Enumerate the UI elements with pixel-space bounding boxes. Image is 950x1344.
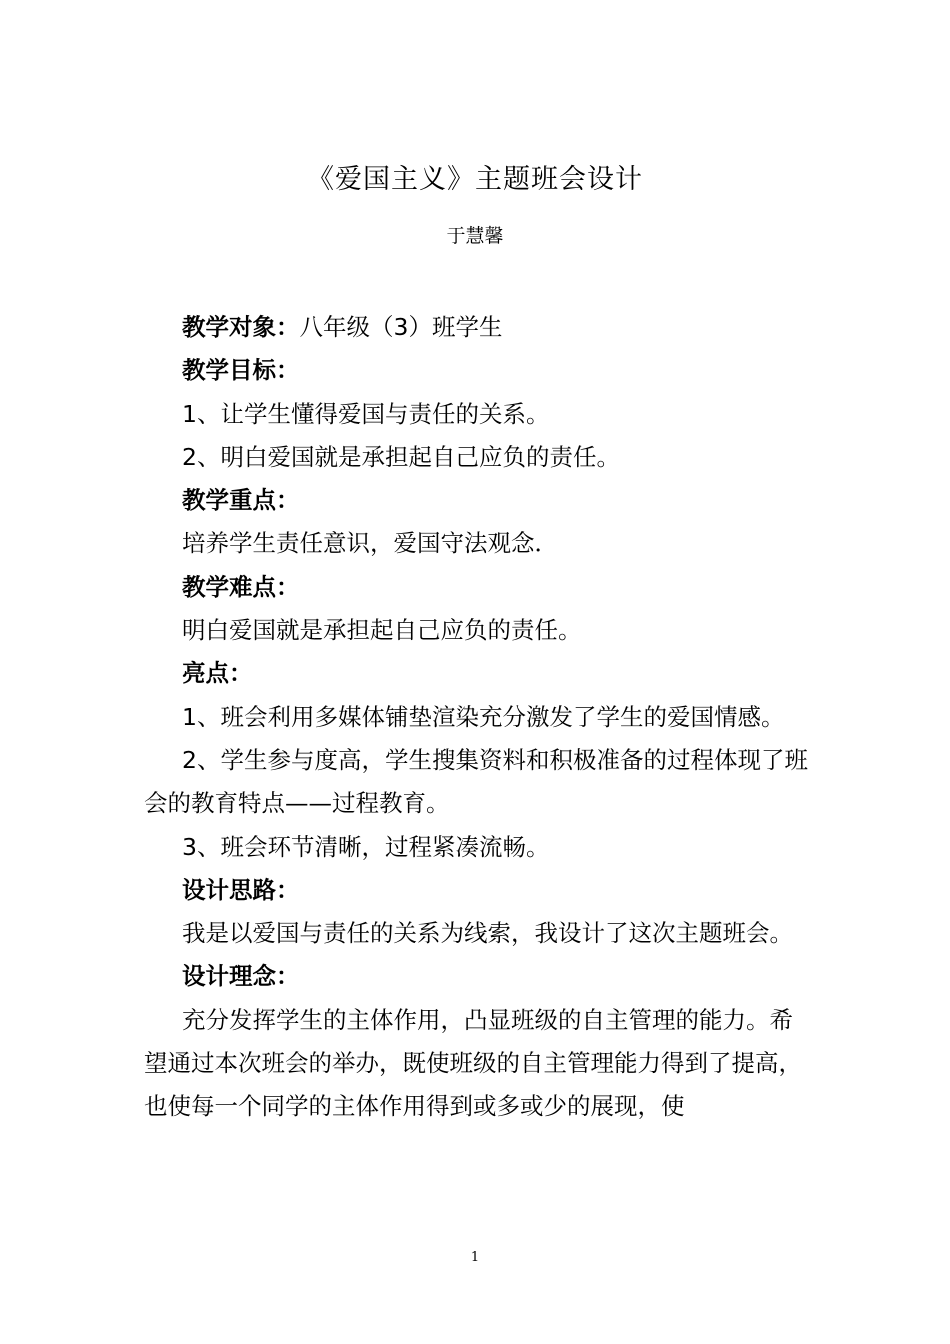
difficulty-heading: 教学难点： bbox=[182, 572, 300, 601]
goal-item: 1、让学生懂得爱国与责任的关系。 bbox=[182, 399, 550, 428]
teaching-object-line bbox=[144, 306, 816, 349]
concept-heading: 设计理念： bbox=[182, 962, 300, 991]
document-author: 于慧馨 bbox=[446, 225, 504, 247]
document-body bbox=[144, 306, 816, 1129]
highlight-item: 2、学生参与度高，学生搜集资料和积极准备的过程体现了班会的教育特点——过程教育。 bbox=[144, 745, 808, 818]
page-number: 1 bbox=[470, 1250, 480, 1265]
idea-text: 我是以爱国与责任的关系为线索，我设计了这次主题班会。 bbox=[182, 919, 793, 948]
highlight-item: 3、班会环节清晰，过程紧凑流畅。 bbox=[182, 832, 550, 861]
highlights-heading: 亮点： bbox=[182, 659, 253, 688]
teaching-object-label: 教学对象： bbox=[182, 313, 300, 341]
goals-heading: 教学目标： bbox=[182, 356, 300, 385]
key-heading: 教学重点： bbox=[182, 486, 300, 515]
key-text: 培养学生责任意识，爱国守法观念． bbox=[182, 529, 558, 558]
goal-item: 2、明白爱国就是承担起自己应负的责任。 bbox=[182, 442, 620, 471]
teaching-object-value: 八年级（3）班学生 bbox=[299, 313, 503, 341]
highlight-item: 1、班会利用多媒体铺垫渲染充分激发了学生的爱国情感。 bbox=[182, 702, 785, 731]
idea-heading: 设计思路： bbox=[182, 875, 300, 904]
concept-text: 充分发挥学生的主体作用，凸显班级的自主管理的能力。希望通过本次班会的举办，既使班级的自主管理能力得到了提高，也使每一个同学的主体作用得到或多或少的展现，使 bbox=[144, 1005, 802, 1121]
difficulty-text: 明白爱国就是承担起自己应负的责任。 bbox=[182, 616, 582, 645]
document-title: 《爱国主义》主题班会设计 bbox=[307, 164, 643, 195]
